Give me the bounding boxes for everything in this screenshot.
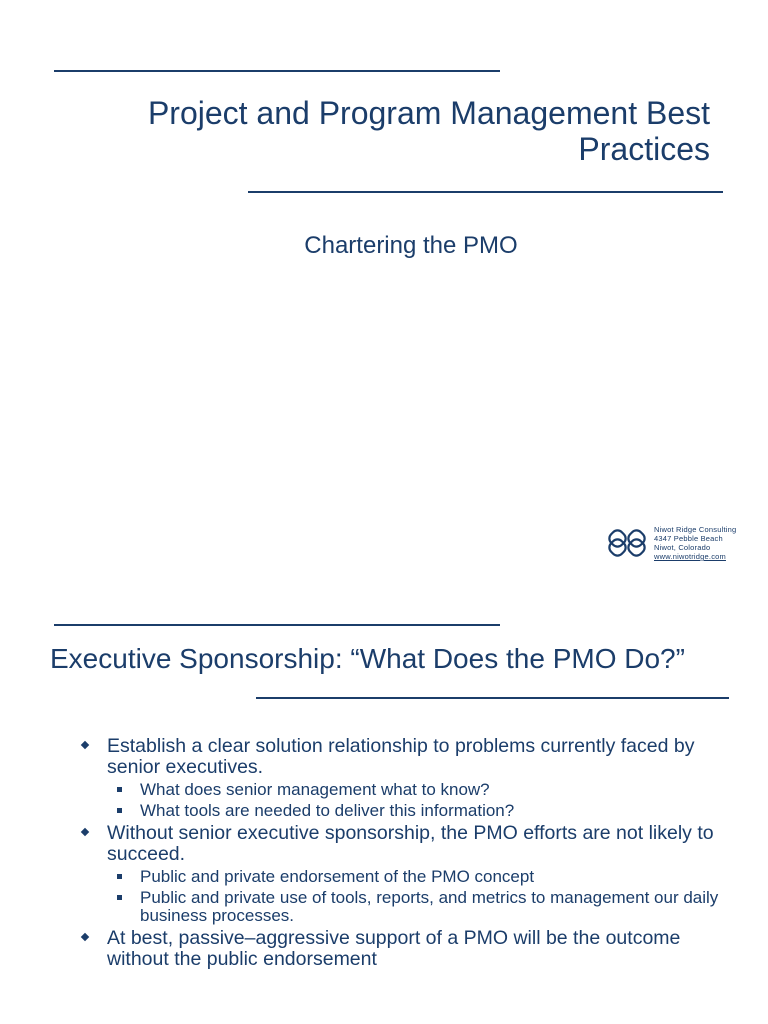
diamond-bullet-icon	[81, 933, 89, 941]
company-address	[654, 525, 736, 561]
sub-bullet-item	[107, 889, 738, 925]
sub-bullet-item	[107, 868, 738, 886]
bullet-item	[78, 736, 738, 820]
company-city: Niwot, Colorado	[654, 543, 711, 552]
slide2-title-underline-rule	[256, 697, 729, 699]
bullet-text: Without senior executive sponsorship, the PMO efforts are not likely to succeed.	[107, 822, 714, 865]
sub-bullet-list	[107, 781, 738, 820]
company-name: Niwot Ridge Consulting	[654, 525, 737, 534]
square-bullet-icon	[117, 874, 122, 879]
bullet-list	[78, 736, 738, 973]
slide2-title: Executive Sponsorship: “What Does the PMO Do?”	[50, 643, 685, 674]
sub-bullet-text: Public and private endorsement of the PMO concept	[140, 867, 535, 886]
sub-bullet-text: What tools are needed to deliver this information?	[140, 801, 515, 820]
company-website-link[interactable]: www.niwotridge.com	[654, 552, 726, 561]
sub-bullet-item	[107, 781, 738, 799]
title-underline-rule	[248, 191, 723, 193]
company-street: 4347 Pebble Beach	[654, 534, 723, 543]
bullet-item	[78, 928, 738, 970]
interlocking-knot-logo-icon	[606, 525, 648, 561]
sub-bullet-text: What does senior management what to know?	[140, 780, 490, 799]
sub-bullet-item	[107, 802, 738, 820]
sub-bullet-list	[107, 868, 738, 925]
diamond-bullet-icon	[81, 828, 89, 836]
company-logo-block	[606, 521, 746, 565]
slide1-subtitle: Chartering the PMO	[304, 232, 518, 259]
square-bullet-icon	[117, 808, 122, 813]
bullet-text: At best, passive–aggressive support of a PMO will be the outcome without the public endorsement	[107, 927, 681, 970]
square-bullet-icon	[117, 787, 122, 792]
sub-bullet-text: Public and private use of tools, reports, and metrics to management our daily business processes.	[140, 888, 719, 925]
diamond-bullet-icon	[81, 741, 89, 749]
bullet-item	[78, 823, 738, 925]
top-rule	[54, 70, 500, 72]
slide2-top-rule	[54, 624, 500, 626]
slide1-title: Project and Program Management Best Practices	[147, 95, 710, 167]
bullet-text: Establish a clear solution relationship to problems currently faced by senior executives.	[107, 735, 695, 778]
square-bullet-icon	[117, 895, 122, 900]
